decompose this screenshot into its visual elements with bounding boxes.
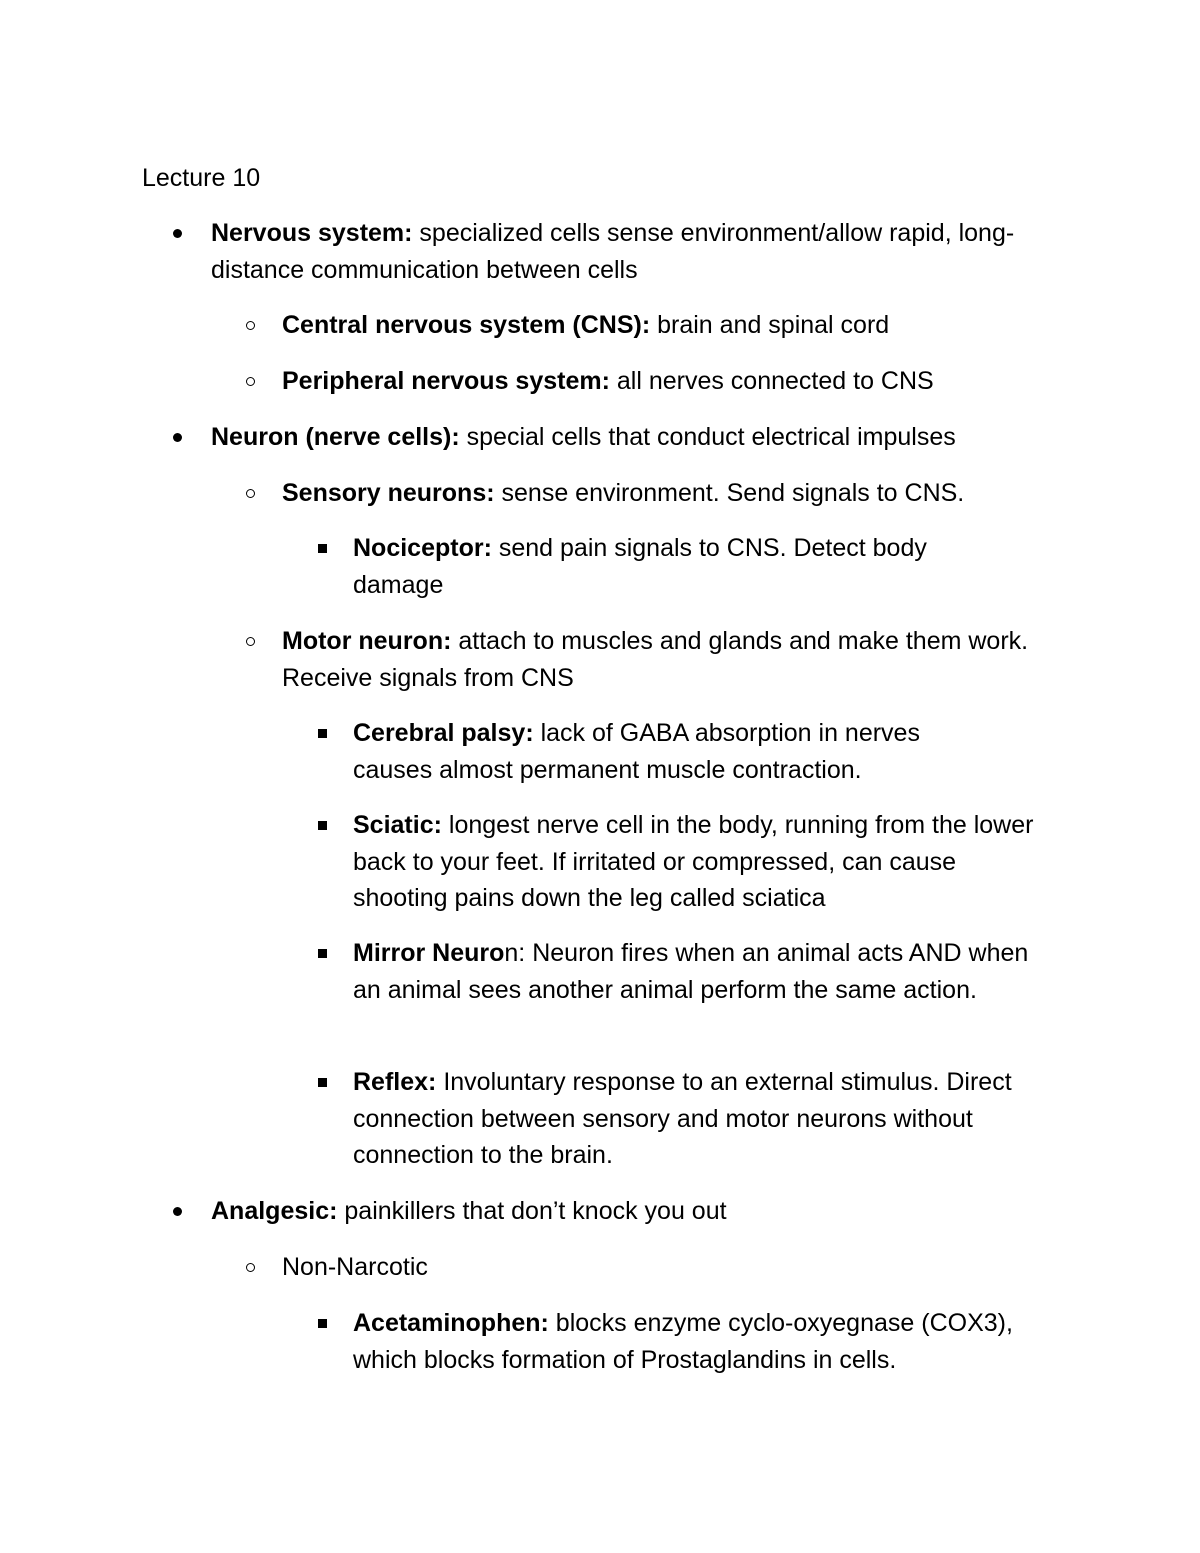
item-text: longest nerve cell in the body, running from the lower back to your feet. If irritated or compressed, can cause shooting pains down the leg called sciatica [353,811,1034,912]
item-term: Sensory neurons: [282,479,495,507]
item-term: Nociceptor: [353,534,492,562]
bullet-circle-icon [244,475,256,512]
item-term: Motor neuron: [282,627,452,655]
list-item-nociceptor [353,530,993,603]
item-text: send pain signals to CNS. Detect body damage [353,534,927,599]
list-item-cerebral-palsy [353,715,993,788]
list-item-reflex [353,1064,1043,1174]
item-text: brain and spinal cord [650,311,890,339]
bullet-circle-icon [244,363,256,400]
item-text: all nerves connected to CNS [609,367,934,395]
item-text: sense environment. Send signals to CNS. [494,479,965,507]
list-item-peripheral [282,363,1072,400]
item-text: Non-Narcotic [282,1253,428,1281]
item-term: Peripheral nervous system: [282,367,610,395]
bullet-disc-icon [171,1193,183,1230]
item-term: Analgesic: [211,1197,338,1225]
item-text: painkillers that don’t knock you out [337,1197,727,1225]
bullet-circle-icon [244,307,256,344]
bullet-square-icon [316,807,328,844]
list-item-cns [282,307,1072,344]
list-item-non-narcotic [282,1249,1072,1286]
list-item-mirror-neuron [353,935,1043,1008]
bullet-square-icon [316,1305,328,1342]
item-term: Nervous system: [211,219,413,247]
list-item-nervous-system [211,215,1071,288]
bullet-disc-icon [171,215,183,252]
item-text: special cells that conduct electrical impulses [459,423,956,451]
item-term: Acetaminophen: [353,1309,549,1337]
item-text: specialized cells sense environment/allow rapid, long-distance communication between cells [211,219,1015,284]
list-item-sensory-neurons [282,475,1072,512]
item-term: Reflex: [353,1068,437,1096]
item-text: n: Neuron fires when an animal acts AND when an animal sees another animal perform the same action. [353,939,1029,1004]
item-term: Central nervous system (CNS): [282,311,651,339]
list-item-analgesic [211,1193,1071,1230]
bullet-square-icon [316,530,328,567]
list-item-motor-neuron [282,623,1042,696]
lecture-title: Lecture 10 [142,164,261,192]
bullet-square-icon [316,715,328,752]
item-text: Involuntary response to an external stimulus. Direct connection between sensory and motor neurons without connection to the brain. [353,1068,1012,1169]
item-text: attach to muscles and glands and make them work. Receive signals from CNS [282,627,1029,692]
item-term: Mirror Neuro [353,939,505,967]
bullet-disc-icon [171,419,183,456]
item-term: Sciatic: [353,811,442,839]
item-term: Cerebral palsy: [353,719,534,747]
bullet-square-icon [316,1064,328,1101]
item-term: Neuron (nerve cells): [211,423,460,451]
list-item-acetaminophen [353,1305,1073,1378]
list-item-sciatic [353,807,1043,917]
item-text: lack of GABA absorption in nerves causes almost permanent muscle contraction. [353,719,920,784]
list-item-neuron [211,419,1071,456]
bullet-circle-icon [244,623,256,660]
bullet-circle-icon [244,1249,256,1286]
item-text: blocks enzyme cyclo-oxyegnase (COX3), which blocks formation of Prostaglandins in cells. [353,1309,1013,1374]
bullet-square-icon [316,935,328,972]
